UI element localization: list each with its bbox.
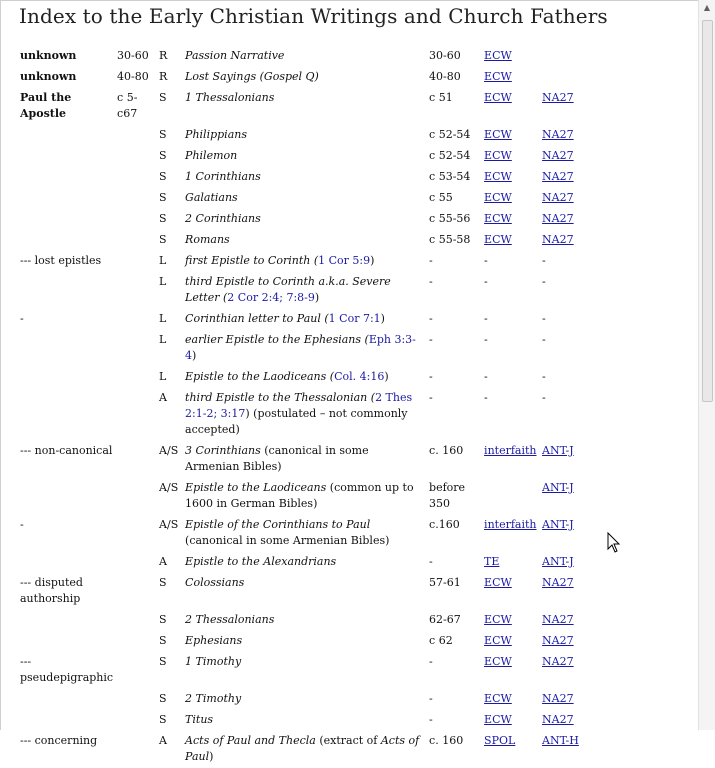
link-cell-2 bbox=[540, 478, 584, 515]
type-cell: L bbox=[159, 312, 167, 325]
resource-link[interactable]: NA27 bbox=[542, 91, 574, 104]
type-cell: A bbox=[159, 391, 167, 404]
scripture-reference-link[interactable]: 2 Cor 2:4; 7:8-9 bbox=[227, 291, 315, 304]
type-cell: R bbox=[159, 70, 168, 83]
title-cell bbox=[183, 631, 427, 652]
link-cell-1 bbox=[482, 167, 540, 188]
link-cell-2 bbox=[540, 710, 584, 731]
author-cell: --- lost epistles bbox=[20, 254, 102, 267]
author-cell bbox=[18, 167, 115, 188]
link-cell-2: - bbox=[542, 333, 546, 346]
title-cell bbox=[183, 573, 427, 610]
mouse-cursor-icon bbox=[607, 532, 621, 554]
work-title: Colossians bbox=[185, 576, 245, 589]
resource-link[interactable]: NA27 bbox=[542, 212, 574, 225]
type-cell: A bbox=[159, 555, 167, 568]
writing-date-cell: before 350 bbox=[429, 481, 466, 510]
author-cell bbox=[18, 478, 115, 515]
work-title: Epistle to the Laodiceans bbox=[185, 481, 327, 494]
writing-date-cell: - bbox=[429, 254, 433, 267]
link-cell-2 bbox=[540, 230, 584, 251]
title-cell: third Epistle to Corinth a.k.a. Severe Letter (2 Cor 2:4; 7:8-9) bbox=[185, 275, 391, 304]
link-cell-2 bbox=[540, 652, 584, 689]
table-row bbox=[18, 188, 584, 209]
title-cell bbox=[183, 689, 427, 710]
author-date-cell: c 5-c67 bbox=[117, 91, 138, 120]
resource-link[interactable]: ANT-J bbox=[542, 444, 574, 457]
title-cell: Corinthian letter to Paul (1 Cor 7:1) bbox=[185, 312, 385, 325]
work-title: 1 Thessalonians bbox=[185, 91, 275, 104]
resource-link[interactable]: ECW bbox=[484, 128, 512, 141]
resource-link[interactable]: ECW bbox=[484, 692, 512, 705]
type-cell: A/S bbox=[159, 481, 179, 494]
resource-link[interactable]: NA27 bbox=[542, 233, 574, 246]
writing-date-cell: c 53-54 bbox=[429, 170, 471, 183]
link-cell-1 bbox=[482, 631, 540, 652]
writing-date-cell: c 62 bbox=[429, 634, 453, 647]
link-cell-1: - bbox=[484, 391, 488, 404]
scripture-reference-link[interactable]: 2 Thes 2:1-2; 3:17 bbox=[185, 391, 413, 420]
scripture-reference-link[interactable]: 1 Cor 7:1 bbox=[328, 312, 381, 325]
resource-link[interactable]: ECW bbox=[484, 634, 512, 647]
writing-date-cell: - bbox=[429, 692, 433, 705]
table-row bbox=[18, 272, 584, 309]
author-date-cell: 40-80 bbox=[117, 70, 149, 83]
resource-link[interactable]: ECW bbox=[484, 149, 512, 162]
writing-date-cell: c 52-54 bbox=[429, 149, 471, 162]
table-row bbox=[18, 731, 584, 768]
type-cell: L bbox=[159, 275, 167, 288]
writing-date-cell: - bbox=[429, 275, 433, 288]
link-cell-2 bbox=[540, 146, 584, 167]
link-cell-1 bbox=[482, 652, 540, 689]
writing-date-cell: 57-61 bbox=[429, 576, 461, 589]
link-cell-2 bbox=[540, 631, 584, 652]
link-cell-1 bbox=[482, 689, 540, 710]
link-cell-2 bbox=[540, 125, 584, 146]
title-cell bbox=[183, 125, 427, 146]
table-row bbox=[18, 88, 584, 125]
scroll-thumb[interactable] bbox=[702, 20, 713, 402]
link-cell-1: - bbox=[484, 370, 488, 383]
work-title: Passion Narrative bbox=[185, 49, 285, 62]
resource-link[interactable]: ANT-J bbox=[542, 555, 574, 568]
link-cell-1 bbox=[482, 731, 540, 768]
type-cell: S bbox=[159, 191, 167, 204]
author-date-cell bbox=[115, 631, 157, 652]
writing-date-cell: - bbox=[429, 655, 433, 668]
link-cell-2: - bbox=[542, 312, 546, 325]
title-cell bbox=[183, 146, 427, 167]
work-title: Titus bbox=[185, 713, 214, 726]
resource-link[interactable]: NA27 bbox=[542, 576, 574, 589]
table-row bbox=[18, 167, 584, 188]
link-cell-1 bbox=[482, 552, 540, 573]
table-row bbox=[18, 652, 584, 689]
author-date-cell bbox=[115, 125, 157, 146]
link-cell-1 bbox=[482, 209, 540, 230]
writing-date-cell: - bbox=[429, 555, 433, 568]
type-cell: S bbox=[159, 655, 167, 668]
resource-link[interactable]: NA27 bbox=[542, 713, 574, 726]
link-cell-1 bbox=[482, 188, 540, 209]
type-cell: S bbox=[159, 634, 167, 647]
work-title: first Epistle to Corinth bbox=[185, 254, 311, 267]
work-title: third Epistle to Corinth a.k.a. Severe Letter bbox=[185, 275, 391, 304]
table-row bbox=[18, 710, 584, 731]
link-cell-2: - bbox=[542, 370, 546, 383]
resource-link[interactable]: ECW bbox=[484, 713, 512, 726]
resource-link[interactable]: NA27 bbox=[542, 191, 574, 204]
author-cell: --- pseudepigraphic bbox=[20, 655, 114, 684]
type-cell: A bbox=[159, 734, 167, 747]
resource-link[interactable]: ECW bbox=[484, 233, 512, 246]
work-title: Corinthian letter to Paul bbox=[185, 312, 321, 325]
author-date-cell bbox=[115, 441, 157, 478]
title-cell bbox=[183, 610, 427, 631]
link-cell-1 bbox=[482, 146, 540, 167]
title-cell: third Epistle to the Thessalonian (2 Thes 2:1-2; 3:17) (postulated – not commonly accepted) bbox=[185, 391, 413, 436]
author-date-cell bbox=[115, 209, 157, 230]
link-cell-1 bbox=[482, 710, 540, 731]
writing-date-cell: c. 160 bbox=[429, 734, 464, 747]
table-row bbox=[18, 125, 584, 146]
type-cell: L bbox=[159, 333, 167, 346]
title-cell bbox=[183, 67, 427, 88]
author-cell: Paul the Apostle bbox=[20, 91, 72, 120]
type-cell: S bbox=[159, 692, 167, 705]
writing-date-cell: c 55 bbox=[429, 191, 453, 204]
author-cell bbox=[18, 689, 115, 710]
table-row bbox=[18, 251, 584, 272]
resource-link[interactable]: NA27 bbox=[542, 655, 574, 668]
title-cell bbox=[183, 230, 427, 251]
link-cell-2 bbox=[540, 610, 584, 631]
author-cell: unknown bbox=[20, 70, 77, 83]
resource-link[interactable]: ECW bbox=[484, 170, 512, 183]
title-note-end: ) bbox=[209, 750, 214, 763]
resource-link[interactable]: ANT-J bbox=[542, 518, 574, 531]
resource-link[interactable]: ECW bbox=[484, 91, 512, 104]
link-cell-2 bbox=[540, 552, 584, 573]
author-date-cell bbox=[115, 652, 157, 689]
writings-table bbox=[18, 46, 584, 768]
link-cell-1 bbox=[482, 441, 540, 478]
writing-date-cell: - bbox=[429, 312, 433, 325]
resource-link[interactable]: NA27 bbox=[542, 634, 574, 647]
work-title: 1 Corinthians bbox=[185, 170, 261, 183]
table-row bbox=[18, 367, 584, 388]
author-cell: - bbox=[20, 518, 24, 531]
author-date-cell bbox=[115, 230, 157, 251]
table-row bbox=[18, 515, 584, 552]
title-note: (extract of bbox=[315, 734, 381, 747]
link-cell-1 bbox=[482, 88, 540, 125]
work-title: Lost Sayings (Gospel Q) bbox=[185, 70, 319, 83]
link-cell-2 bbox=[540, 515, 584, 552]
author-cell bbox=[18, 272, 115, 309]
type-cell: S bbox=[159, 170, 167, 183]
work-title: Acts of Paul and Thecla bbox=[185, 734, 316, 747]
author-date-cell bbox=[115, 710, 157, 731]
author-date-cell bbox=[115, 689, 157, 710]
link-cell-1 bbox=[482, 67, 540, 88]
work-title: 2 Timothy bbox=[185, 692, 242, 705]
table-row bbox=[18, 552, 584, 573]
link-cell-1 bbox=[482, 46, 540, 67]
table-row bbox=[18, 441, 584, 478]
work-title: Epistle of the Corinthians to Paul bbox=[185, 518, 371, 531]
author-date-cell bbox=[115, 251, 157, 272]
link-cell-2: - bbox=[542, 275, 546, 288]
type-cell: A/S bbox=[159, 444, 179, 457]
author-date-cell bbox=[115, 146, 157, 167]
type-cell: S bbox=[159, 149, 167, 162]
table-row bbox=[18, 478, 584, 515]
writing-date-cell: - bbox=[429, 333, 433, 346]
title-note: (canonical in some Armenian Bibles) bbox=[185, 534, 390, 547]
author-cell: --- non-canonical bbox=[20, 444, 113, 457]
author-cell bbox=[18, 367, 115, 388]
writing-date-cell: - bbox=[429, 370, 433, 383]
work-title: earlier Epistle to the Ephesians bbox=[185, 333, 362, 346]
writing-date-cell: 62-67 bbox=[429, 613, 461, 626]
author-cell bbox=[18, 230, 115, 251]
type-cell: S bbox=[159, 91, 167, 104]
scripture-reference-link[interactable]: 1 Cor 5:9 bbox=[318, 254, 371, 267]
table-row bbox=[18, 330, 584, 367]
link-cell-2 bbox=[540, 209, 584, 230]
link-cell-2 bbox=[540, 441, 584, 478]
resource-link[interactable]: NA27 bbox=[542, 149, 574, 162]
table-row bbox=[18, 230, 584, 251]
author-cell: --- concerning bbox=[20, 734, 98, 747]
scripture-reference-link[interactable]: Col. 4:16 bbox=[334, 370, 385, 383]
work-title: Romans bbox=[185, 233, 230, 246]
title-cell: Epistle to the Laodiceans (Col. 4:16) bbox=[185, 370, 389, 383]
title-note-work: Acts of Paul bbox=[185, 734, 420, 763]
title-note: (common up to 1600 in German Bibles) bbox=[185, 481, 414, 510]
resource-link[interactable]: NA27 bbox=[542, 613, 574, 626]
table-row bbox=[18, 46, 584, 67]
author-date-cell bbox=[115, 388, 157, 441]
title-cell bbox=[183, 167, 427, 188]
author-cell bbox=[18, 710, 115, 731]
author-date-cell bbox=[115, 552, 157, 573]
resource-link[interactable]: ECW bbox=[484, 49, 512, 62]
link-cell-2: - bbox=[542, 254, 546, 267]
author-cell: - bbox=[20, 312, 24, 325]
link-cell-1 bbox=[482, 610, 540, 631]
scroll-up-arrow-icon[interactable]: ▲ bbox=[703, 3, 711, 12]
page-title: Index to the Early Christian Writings and Church Fathers bbox=[19, 4, 608, 28]
work-title: Ephesians bbox=[185, 634, 243, 647]
writing-date-cell: c 55-58 bbox=[429, 233, 471, 246]
table-row bbox=[18, 610, 584, 631]
author-cell bbox=[18, 146, 115, 167]
link-cell-1: - bbox=[484, 254, 488, 267]
title-note: (canonical in some Armenian Bibles) bbox=[185, 444, 369, 473]
writing-date-cell: c 55-56 bbox=[429, 212, 471, 225]
link-cell-2 bbox=[540, 167, 584, 188]
title-cell: earlier Epistle to the Ephesians (Eph 3:3-4) bbox=[185, 333, 416, 362]
author-cell: --- disputed authorship bbox=[20, 576, 83, 605]
author-date-cell bbox=[115, 478, 157, 515]
resource-link[interactable]: ECW bbox=[484, 655, 512, 668]
work-title: 3 Corinthians bbox=[185, 444, 261, 457]
title-cell bbox=[183, 515, 427, 552]
table-row bbox=[18, 573, 584, 610]
writing-date-cell: 30-60 bbox=[429, 49, 461, 62]
title-cell bbox=[183, 441, 427, 478]
link-cell-2 bbox=[540, 188, 584, 209]
vertical-scrollbar[interactable] bbox=[698, 0, 715, 730]
work-title: Philippians bbox=[185, 128, 247, 141]
resource-link[interactable]: ECW bbox=[484, 70, 512, 83]
type-cell: S bbox=[159, 212, 167, 225]
type-cell: L bbox=[159, 370, 167, 383]
type-cell: A/S bbox=[159, 518, 179, 531]
writings-table-body bbox=[18, 46, 584, 768]
author-cell bbox=[18, 631, 115, 652]
link-cell-1 bbox=[482, 125, 540, 146]
table-row bbox=[18, 209, 584, 230]
title-cell bbox=[183, 478, 427, 515]
work-title: Epistle to the Alexandrians bbox=[185, 555, 337, 568]
resource-link[interactable]: ANT-J bbox=[542, 481, 574, 494]
resource-link[interactable]: ECW bbox=[484, 191, 512, 204]
resource-link[interactable]: ECW bbox=[484, 576, 512, 589]
writing-date-cell: 40-80 bbox=[429, 70, 461, 83]
table-row bbox=[18, 146, 584, 167]
writing-date-cell: c.160 bbox=[429, 518, 460, 531]
type-cell: L bbox=[159, 254, 167, 267]
link-cell-2 bbox=[540, 731, 584, 768]
title-cell: first Epistle to Corinth (1 Cor 5:9) bbox=[185, 254, 375, 267]
link-cell-1 bbox=[482, 478, 540, 515]
link-cell-2 bbox=[540, 689, 584, 710]
author-date-cell bbox=[115, 610, 157, 631]
work-title: 2 Thessalonians bbox=[185, 613, 275, 626]
table-row bbox=[18, 631, 584, 652]
type-cell: R bbox=[159, 49, 168, 62]
table-row bbox=[18, 689, 584, 710]
author-date-cell bbox=[115, 367, 157, 388]
table-row bbox=[18, 388, 584, 441]
type-cell: S bbox=[159, 713, 167, 726]
author-cell bbox=[18, 125, 115, 146]
link-cell-2 bbox=[540, 573, 584, 610]
link-cell-1: - bbox=[484, 333, 488, 346]
author-date-cell bbox=[115, 515, 157, 552]
author-date-cell bbox=[115, 167, 157, 188]
author-date-cell: 30-60 bbox=[117, 49, 149, 62]
writing-date-cell: c 52-54 bbox=[429, 128, 471, 141]
author-date-cell bbox=[115, 731, 157, 768]
title-cell bbox=[183, 552, 427, 573]
type-cell: S bbox=[159, 576, 167, 589]
writing-date-cell: c. 160 bbox=[429, 444, 464, 457]
author-cell bbox=[18, 610, 115, 631]
author-cell bbox=[18, 388, 115, 441]
link-cell-1 bbox=[482, 230, 540, 251]
scripture-reference-link[interactable]: Eph 3:3-4 bbox=[185, 333, 416, 362]
work-title: Philemon bbox=[185, 149, 238, 162]
type-cell: S bbox=[159, 613, 167, 626]
type-cell: S bbox=[159, 233, 167, 246]
title-note: (postulated – not commonly accepted) bbox=[185, 407, 408, 436]
work-title: third Epistle to the Thessalonian bbox=[185, 391, 368, 404]
title-cell bbox=[183, 652, 427, 689]
type-cell: S bbox=[159, 128, 167, 141]
author-cell bbox=[18, 188, 115, 209]
link-cell-2 bbox=[540, 46, 584, 67]
writing-date-cell: - bbox=[429, 713, 433, 726]
author-date-cell bbox=[115, 573, 157, 610]
table-row bbox=[18, 67, 584, 88]
writing-date-cell: - bbox=[429, 391, 433, 404]
link-cell-1: - bbox=[484, 275, 488, 288]
link-cell-1 bbox=[482, 515, 540, 552]
author-cell bbox=[18, 209, 115, 230]
resource-link[interactable]: SPOL bbox=[484, 734, 516, 747]
work-title: 1 Timothy bbox=[185, 655, 242, 668]
author-date-cell bbox=[115, 330, 157, 367]
title-cell bbox=[183, 188, 427, 209]
work-title: Epistle to the Laodiceans bbox=[185, 370, 327, 383]
resource-link[interactable]: NA27 bbox=[542, 692, 574, 705]
link-cell-1 bbox=[482, 573, 540, 610]
resource-link[interactable]: NA27 bbox=[542, 128, 574, 141]
resource-link[interactable]: ANT-H bbox=[542, 734, 579, 747]
writing-date-cell: c 51 bbox=[429, 91, 453, 104]
resource-link[interactable]: ECW bbox=[484, 212, 512, 225]
table-row bbox=[18, 309, 584, 330]
author-date-cell bbox=[115, 188, 157, 209]
link-cell-2 bbox=[540, 67, 584, 88]
resource-link[interactable]: TE bbox=[484, 555, 500, 568]
link-cell-1: - bbox=[484, 312, 488, 325]
link-cell-2 bbox=[540, 88, 584, 125]
work-title: Galatians bbox=[185, 191, 238, 204]
resource-link[interactable]: interfaith bbox=[484, 518, 537, 531]
title-cell bbox=[183, 731, 427, 768]
work-title: 2 Corinthians bbox=[185, 212, 261, 225]
link-cell-2: - bbox=[542, 391, 546, 404]
title-cell bbox=[183, 88, 427, 125]
author-date-cell bbox=[115, 272, 157, 309]
author-date-cell bbox=[115, 309, 157, 330]
author-cell bbox=[18, 552, 115, 573]
title-cell bbox=[183, 710, 427, 731]
author-cell: unknown bbox=[20, 49, 77, 62]
title-cell bbox=[183, 46, 427, 67]
author-cell bbox=[18, 330, 115, 367]
title-cell bbox=[183, 209, 427, 230]
resource-link[interactable]: NA27 bbox=[542, 170, 574, 183]
resource-link[interactable]: interfaith bbox=[484, 444, 537, 457]
resource-link[interactable]: ECW bbox=[484, 613, 512, 626]
